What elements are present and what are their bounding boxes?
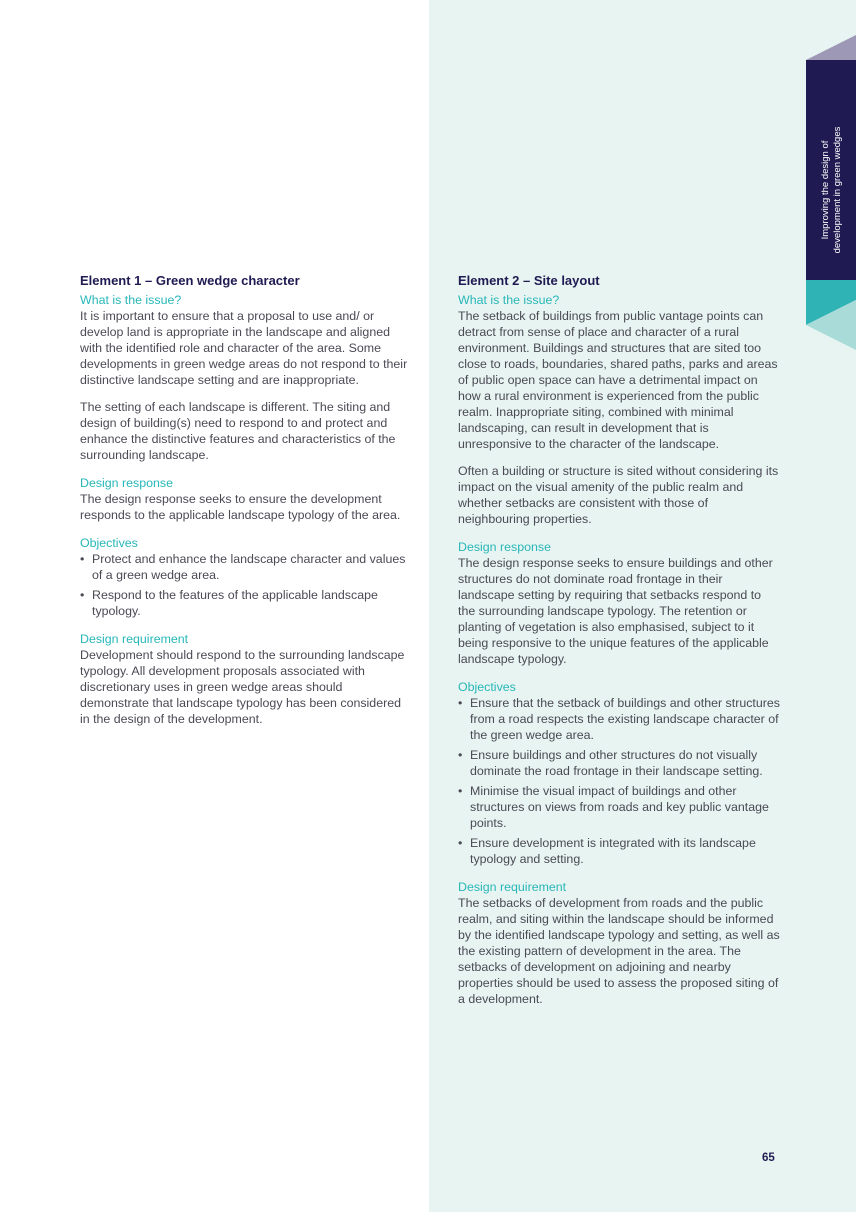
side-tab-line-1: Improving the design of [820,140,831,240]
element-1-title: Element 1 – Green wedge character [80,273,300,288]
element-1-response-text: The design response seeks to ensure the development responds to the applicable landscape typology of the area. [80,492,401,522]
objective-item: • Respond to the features of the applicable landscape typology. [80,587,412,619]
objective-item: • Minimise the visual impact of buildings and other structures on views from roads and key public vantage points. [458,783,780,831]
element-2-issue-paragraph-2: Often a building or structure is sited without considering its impact on the visual amenity of the public realm and whether setbacks are consistent with those of neighbouring properties. [458,464,779,526]
element-2-requirement-text: The setbacks of development from roads and the public realm, and siting within the landscape should be informed by the identified landscape typology and setting, as well as the existing pattern of development in the area. The setbacks of development on adjoining and nearby properties should be used to assess the proposed siting of a development. [458,896,780,1006]
element-1-response-heading: Design response [80,476,173,490]
element-2-response-heading: Design response [458,540,551,554]
element-1-issue-paragraph-1: It is important to ensure that a proposal to use and/ or develop land is appropriate in the landscape and aligned with the identified role and character of the area. Some developments in green wedge areas do not respond to their distinctive landscape setting and are inappropriate. [80,309,408,387]
element-1-objectives-heading: Objectives [80,536,138,550]
section-side-tab [806,35,856,350]
element-2-issue-heading: What is the issue? [458,293,560,307]
element-1-column [80,272,412,727]
objective-item: • Ensure buildings and other structures do not visually dominate the road frontage in their landscape setting. [458,747,780,779]
element-1-issue-heading: What is the issue? [80,293,182,307]
element-2-title: Element 2 – Site layout [458,273,600,288]
element-2-column [458,272,780,1007]
element-1-objectives-list [80,551,412,619]
element-1-requirement-heading: Design requirement [80,632,189,646]
element-2-response-text: The design response seeks to ensure buildings and other structures do not dominate road frontage in their landscape setting by requiring that setbacks respond to the surrounding landscape typology. The retention or planting of vegetation is also emphasised, subject to it being responsive to the unique features of the applicable landscape typology. [458,556,773,666]
element-2-objectives-heading: Objectives [458,680,516,694]
side-tab-line-2: development in green wedges [832,126,843,254]
element-1-requirement-text: Development should respond to the surrounding landscape typology. All development proposals associated with discretionary uses in green wedge areas should demonstrate that landscape typology has been considered in the design of the development. [80,648,405,726]
element-1-issue-paragraph-2: The setting of each landscape is different. The siting and design of building(s) need to respond to and protect and enhance the distinctive features and characteristics of the surrounding landscape. [80,400,396,462]
page-number: 65 [762,1152,775,1164]
element-2-issue-paragraph-1: The setback of buildings from public vantage points can detract from sense of place and character of a rural environment. Buildings and structures that are sited too close to roads, boundaries, shared paths, parks and areas of public open space can have a detrimental impact on how a rural environment is experienced from the public realm. Inappropriate siting, combined with minimal landscaping, can result in development that is unresponsive to the character of the landscape. [458,309,778,451]
side-tab-label [812,90,852,290]
element-2-objectives-list [458,695,780,867]
objective-item: • Ensure that the setback of buildings and other structures from a road respects the existing landscape character of the green wedge area. [458,695,780,743]
objective-item: • Ensure development is integrated with its landscape typology and setting. [458,835,780,867]
objective-item: • Protect and enhance the landscape character and values of a green wedge area. [80,551,412,583]
element-2-requirement-heading: Design requirement [458,880,567,894]
